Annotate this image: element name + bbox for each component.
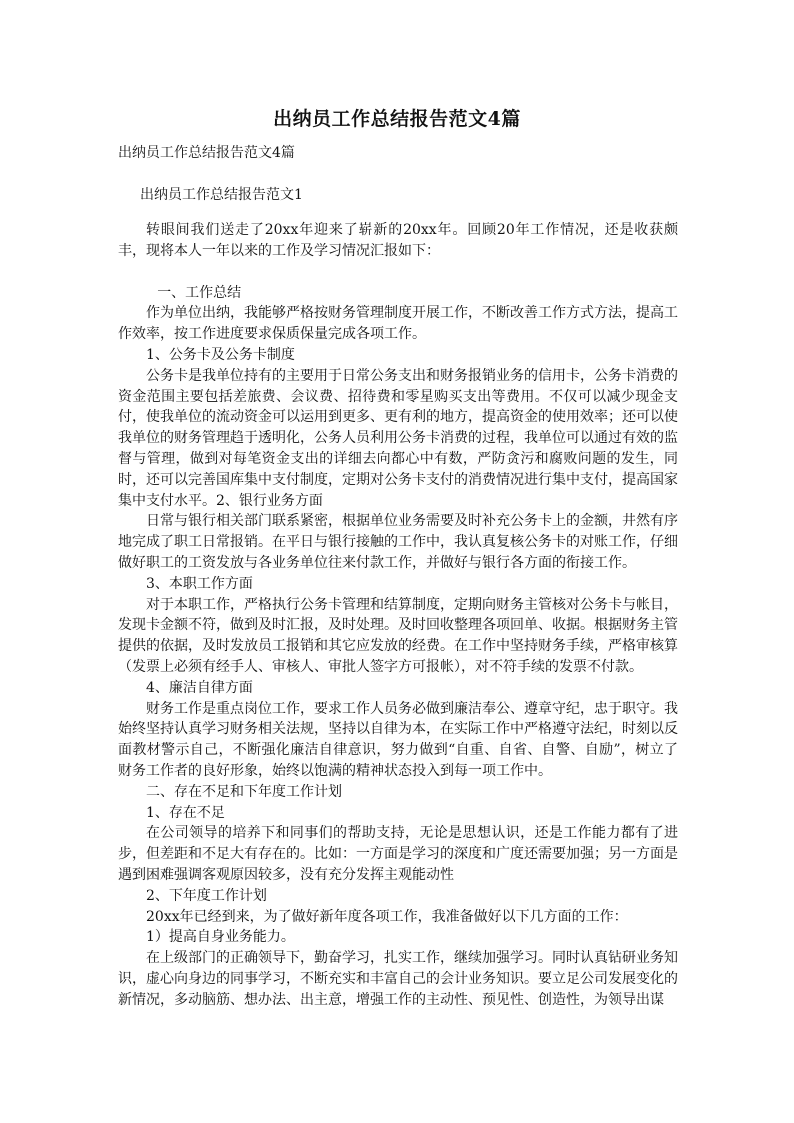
heading-work-summary: 一、工作总结 (157, 284, 242, 301)
paragraph: 日常与银行相关部门联系紧密，根据单位业务需要及时补充公务卡上的金额，井然有序地完成了职工日常报销。在平日与银行接触的工作中，我认真复核公务卡的对账工作，仔细做好职工的工资发放与各业务单位往来付款工作，并做好与银行各方面的衔接工作。 (118, 513, 678, 571)
paragraph: 财务工作是重点岗位工作，要求工作人员务必做到廉洁奉公、遵章守纪，忠于职守。我始终坚持认真学习财务相关法规，坚持以自律为本，在实际工作中严格遵守法纪，时刻以反面教材警示自己，不断强化廉洁自律意识，努力做到“自重、自省、自警、自励”，树立了财务工作者的良好形象，始终以饱满的精神状态投入到每一项工作中。 (118, 700, 678, 779)
heading-shortcomings-plan: 二、存在不足和下年度工作计划 (146, 783, 342, 800)
subheading: 1）提高自身业务能力。 (146, 929, 295, 946)
section-title: 出纳员工作总结报告范文1 (140, 187, 303, 203)
subheading: 1、存在不足 (146, 804, 225, 821)
subheading: 2、下年度工作计划 (146, 887, 267, 904)
document-subtitle: 出纳员工作总结报告范文4篇 (118, 145, 295, 161)
paragraph-intro: 转眼间我们送走了20xx年迎来了崭新的20xx年。回顾20年工作情况，还是收获颇丰，现将本人一年以来的工作及学习情况汇报如下： (118, 222, 678, 259)
document-body (118, 220, 678, 1010)
subheading: 3、本职工作方面 (146, 575, 253, 592)
subheading: 1、公务卡及公务卡制度 (146, 346, 295, 363)
paragraph: 公务卡是我单位持有的主要用于日常公务支出和财务报销业务的信用卡，公务卡消费的资金范围主要包括差旅费、会议费、招待费和零星购买支出等费用。不仅可以减少现金支付，使我单位的流动资金可以运用到更多、更有利的地方，提高资金的使用效率；还可以使我单位的财务管理趋于透明化，公务人员利用公务卡消费的过程，我单位可以通过有效的监督与管理，做到对每笔资金支出的详细去向都心中有数，严防贪污和腐败问题的发生，同时，还可以完善国库集中支付制度，定期对公务卡支付的消费情况进行集中支付，提高国家集中支付水平。2、银行业务方面 (118, 367, 678, 509)
document-title: 出纳员工作总结报告范文4篇 (273, 108, 521, 130)
paragraph: 20xx年已经到来，为了做好新年度各项工作，我准备做好以下几方面的工作： (146, 908, 628, 925)
paragraph: 在公司领导的培养下和同事们的帮助支持，无论是思想认识，还是工作能力都有了进步，但差距和不足大有存在的。比如：一方面是学习的深度和广度还需要加强；另一方面是遇到困难强调客观原因较多，没有充分发挥主观能动性 (118, 825, 678, 883)
paragraph: 作为单位出纳，我能够严格按财务管理制度开展工作，不断改善工作方式方法，提高工作效率，按工作进度要求保质保量完成各项工作。 (118, 305, 678, 343)
paragraph: 在上级部门的正确领导下，勤奋学习，扎实工作，继续加强学习。同时认真钻研业务知识，虚心向身边的同事学习，不断充实和丰富自己的会计业务知识。要立足公司发展变化的新情况，多动脑筋、想办法、出主意，增强工作的主动性、预见性、创造性，为领导出谋 (118, 950, 678, 1008)
subheading: 4、廉洁自律方面 (146, 679, 253, 696)
paragraph: 对于本职工作，严格执行公务卡管理和结算制度，定期向财务主管核对公务卡与帐目，发现卡金额不符，做到及时汇报，及时处理。及时回收整理各项回单、收据。根据财务主管提供的依据，及时发放员工报销和其它应发放的经费。在工作中坚持财务手续，严格审核算（发票上必须有经手人、审核人、审批人签字方可报帐），对不符手续的发票不付款。 (118, 596, 678, 675)
